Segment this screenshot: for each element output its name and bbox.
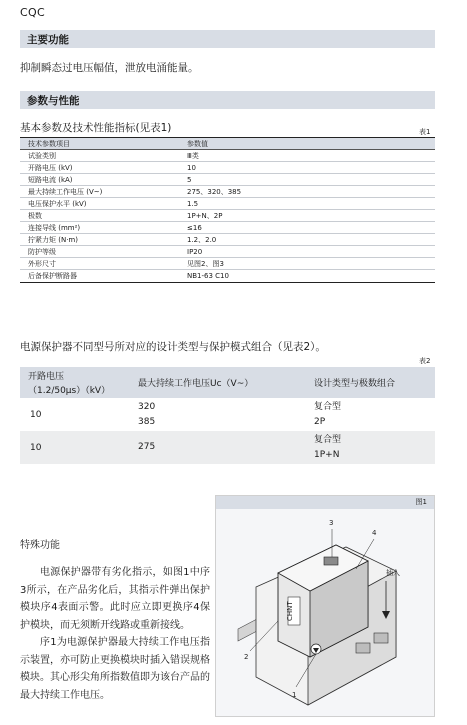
section-heading-params: 参数与性能 — [20, 91, 435, 109]
table-cell: 275、320、385 — [187, 187, 242, 196]
table-cell: 开路电压 (kV) — [28, 163, 73, 172]
table-cell: 短路电流 (kA) — [28, 175, 73, 184]
figure-number: 图1 — [415, 498, 427, 506]
design-type: 复合型 — [314, 434, 342, 445]
main-function-text: 抑制瞬态过电压幅值，泄放电涌能量。 — [20, 62, 199, 74]
table-cell: 1.5 — [187, 199, 199, 208]
table-cell: 后备保护断路器 — [28, 272, 77, 280]
table-cell: 见图2、图3 — [187, 259, 224, 268]
design-type: 复合型 — [314, 401, 342, 412]
table-row — [20, 246, 435, 258]
table-row — [20, 162, 435, 174]
callout-4: 4 — [372, 529, 377, 537]
insert-label: 插入 — [386, 569, 400, 577]
uc-value: 320 — [138, 401, 156, 412]
table-cell: ≤16 — [187, 223, 202, 232]
table-cell: 连接导线 (mm²) — [28, 223, 81, 232]
table-header-cell: 设计类型与极数组合 — [314, 379, 396, 389]
table-row — [20, 210, 435, 222]
table-cell: 1.2、2.0 — [187, 235, 217, 244]
callout-1: 1 — [292, 691, 297, 699]
table-row — [20, 186, 435, 198]
table-header-row — [20, 367, 435, 398]
table-cell — [138, 398, 314, 431]
table1-title: 基本参数及技术性能指标(见表1) — [20, 122, 172, 134]
table-cell: NB1-63 C10 — [187, 272, 229, 280]
table-row — [20, 431, 435, 464]
section-heading-main-function: 主要功能 — [20, 30, 435, 48]
table1-number: 表1 — [419, 128, 431, 136]
table-header-cell: 参数值 — [187, 139, 208, 148]
table-row — [20, 150, 435, 162]
table-cell: 防护等级 — [28, 247, 56, 256]
table-cell: Ⅲ类 — [187, 151, 199, 160]
table-cell: 5 — [187, 175, 192, 184]
parameter-table — [20, 137, 435, 283]
table-cell: 10 — [187, 163, 196, 172]
document-code: CQC — [20, 6, 45, 19]
table-header-row — [20, 138, 435, 150]
table-row — [20, 234, 435, 246]
callout-2: 2 — [244, 653, 249, 661]
table-row — [20, 174, 435, 186]
table-cell: 极数 — [28, 211, 42, 220]
pole-combination: 2P — [314, 416, 326, 427]
table-header-cell: 最大持续工作电压Uc（V~） — [138, 379, 254, 389]
terminal-screw — [356, 643, 370, 653]
table2-number: 表2 — [419, 357, 431, 365]
special-function-heading: 特殊功能 — [20, 540, 60, 551]
failure-indicator — [324, 557, 338, 565]
special-function-body — [20, 564, 210, 704]
table-cell: 10 — [30, 409, 42, 420]
table-cell: 1P+N、2P — [187, 211, 223, 220]
table-cell: 10 — [30, 442, 42, 453]
table-cell: 试验类别 — [28, 151, 56, 160]
uc-value: 275 — [138, 442, 156, 452]
table-header-cell — [20, 367, 138, 398]
table-cell — [314, 398, 435, 431]
table-cell: 外形尺寸 — [28, 259, 56, 268]
special-paragraph: 电源保护器带有劣化指示，如图1中序3所示，在产品劣化后，其指示件弹出保护模块序4表面示警。此时应立即更换序4保护模块，而无须断开线路或重新接线。 — [20, 567, 210, 631]
model-combination-table — [20, 367, 435, 464]
table-header-cell: 技术参数项目 — [28, 139, 70, 148]
table2-title: 电源保护器不同型号所对应的设计类型与保护模式组合（见表2）。 — [20, 341, 326, 353]
table-cell: 最大持续工作电压 (V~) — [28, 187, 103, 196]
table-row — [20, 270, 435, 282]
table-cell — [138, 431, 314, 464]
table-row — [20, 222, 435, 234]
table-cell: 拧紧力矩 (N·m) — [28, 235, 78, 244]
table-row — [20, 258, 435, 270]
table-cell: 电压保护水平 (kV) — [28, 199, 87, 208]
callout-3: 3 — [329, 519, 334, 527]
terminal-screw — [374, 633, 388, 643]
surge-protector-illustration — [216, 509, 436, 717]
figure-header — [216, 496, 434, 509]
special-paragraph: 序1为电源保护器最大持续工作电压指示装置，亦可防止更换模块时插入错误规格模块。其心形尖角所指数值即为该台产品的最大持续工作电压。 — [20, 637, 210, 701]
figure-1 — [215, 495, 435, 717]
brand-label: CHNT — [286, 601, 294, 621]
table-cell — [314, 431, 435, 464]
uc-value: 385 — [138, 416, 156, 427]
table-row — [20, 398, 435, 431]
pole-combination: 1P+N — [314, 449, 340, 460]
header-open-circuit-unit: （1.2/50μs）（kV） — [28, 386, 111, 396]
table-cell: IP20 — [187, 247, 203, 256]
table-row — [20, 198, 435, 210]
header-open-circuit-voltage: 开路电压 — [28, 372, 65, 382]
